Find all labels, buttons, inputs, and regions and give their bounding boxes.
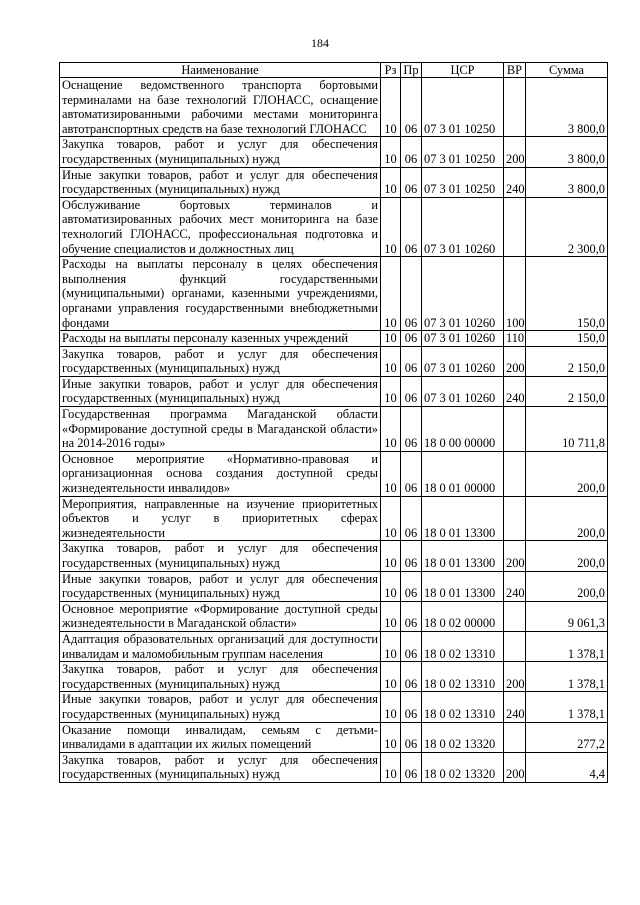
cell-vr: 200 xyxy=(504,346,526,376)
cell-pr: 06 xyxy=(401,722,422,752)
cell-csr: 07 3 01 10260 xyxy=(422,331,504,347)
cell-pr: 06 xyxy=(401,541,422,571)
table-row xyxy=(60,451,608,496)
cell-rz: 10 xyxy=(381,257,401,331)
table-row xyxy=(60,346,608,376)
page-number: 184 xyxy=(311,36,329,50)
table-row xyxy=(60,167,608,197)
cell-pr: 06 xyxy=(401,496,422,541)
cell-pr: 06 xyxy=(401,78,422,137)
cell-csr: 18 0 01 13300 xyxy=(422,541,504,571)
cell-pr: 06 xyxy=(401,662,422,692)
cell-pr: 06 xyxy=(401,137,422,167)
cell-vr xyxy=(504,496,526,541)
cell-sum: 3 800,0 xyxy=(526,137,608,167)
cell-sum: 150,0 xyxy=(526,257,608,331)
cell-name: Государственная программа Магаданской области «Формирование доступной среды в Магаданской области» на 2014-2016 годы» xyxy=(60,407,381,452)
cell-rz: 10 xyxy=(381,662,401,692)
cell-csr: 18 0 02 00000 xyxy=(422,601,504,631)
cell-csr: 18 0 02 13320 xyxy=(422,752,504,782)
table-row xyxy=(60,376,608,406)
cell-name: Обслуживание бортовых терминалов и автоматизированных рабочих мест мониторинга на базе технологий ГЛОНАСС, профессиональная подготовка и обучение специалистов и должностных лиц xyxy=(60,197,381,256)
table-row xyxy=(60,197,608,256)
table-row xyxy=(60,571,608,601)
cell-rz: 10 xyxy=(381,631,401,661)
cell-sum: 200,0 xyxy=(526,541,608,571)
cell-name: Иные закупки товаров, работ и услуг для обеспечения государственных (муниципальных) нужд xyxy=(60,692,381,722)
cell-name: Закупка товаров, работ и услуг для обеспечения государственных (муниципальных) нужд xyxy=(60,137,381,167)
cell-csr: 18 0 02 13310 xyxy=(422,692,504,722)
cell-sum: 200,0 xyxy=(526,451,608,496)
cell-csr: 07 3 01 10250 xyxy=(422,167,504,197)
cell-csr: 18 0 00 00000 xyxy=(422,407,504,452)
table-row xyxy=(60,692,608,722)
cell-sum: 3 800,0 xyxy=(526,78,608,137)
cell-rz: 10 xyxy=(381,346,401,376)
cell-name: Расходы на выплаты персоналу казенных учреждений xyxy=(60,331,381,347)
cell-vr xyxy=(504,601,526,631)
table-row xyxy=(60,722,608,752)
cell-vr: 110 xyxy=(504,331,526,347)
cell-vr xyxy=(504,631,526,661)
cell-pr: 06 xyxy=(401,331,422,347)
cell-csr: 18 0 02 13320 xyxy=(422,722,504,752)
cell-pr: 06 xyxy=(401,257,422,331)
table-row xyxy=(60,137,608,167)
cell-rz: 10 xyxy=(381,571,401,601)
cell-sum: 1 378,1 xyxy=(526,662,608,692)
table-header-row xyxy=(60,63,608,78)
cell-csr: 18 0 02 13310 xyxy=(422,662,504,692)
cell-vr: 240 xyxy=(504,571,526,601)
cell-name: Закупка товаров, работ и услуг для обеспечения государственных (муниципальных) нужд xyxy=(60,752,381,782)
cell-name: Закупка товаров, работ и услуг для обеспечения государственных (муниципальных) нужд xyxy=(60,346,381,376)
cell-pr: 06 xyxy=(401,197,422,256)
cell-pr: 06 xyxy=(401,601,422,631)
cell-vr xyxy=(504,451,526,496)
cell-sum: 2 300,0 xyxy=(526,197,608,256)
cell-name: Оказание помощи инвалидам, семьям с детьми-инвалидами в адаптации их жилых помещений xyxy=(60,722,381,752)
cell-rz: 10 xyxy=(381,78,401,137)
cell-csr: 07 3 01 10260 xyxy=(422,376,504,406)
cell-name: Закупка товаров, работ и услуг для обеспечения государственных (муниципальных) нужд xyxy=(60,541,381,571)
cell-sum: 4,4 xyxy=(526,752,608,782)
cell-csr: 18 0 01 13300 xyxy=(422,571,504,601)
cell-vr: 100 xyxy=(504,257,526,331)
cell-sum: 10 711,8 xyxy=(526,407,608,452)
cell-name: Адаптация образовательных организаций для доступности инвалидам и маломобильным группам населения xyxy=(60,631,381,661)
cell-name: Иные закупки товаров, работ и услуг для обеспечения государственных (муниципальных) нужд xyxy=(60,376,381,406)
column-header-pr: Пр xyxy=(401,63,422,78)
cell-name: Иные закупки товаров, работ и услуг для обеспечения государственных (муниципальных) нужд xyxy=(60,167,381,197)
cell-sum: 150,0 xyxy=(526,331,608,347)
table-row xyxy=(60,78,608,137)
column-header-csr: ЦСР xyxy=(422,63,504,78)
table-row xyxy=(60,752,608,782)
budget-table xyxy=(59,62,608,783)
cell-rz: 10 xyxy=(381,496,401,541)
table-row xyxy=(60,631,608,661)
cell-pr: 06 xyxy=(401,692,422,722)
table-row xyxy=(60,331,608,347)
cell-vr: 200 xyxy=(504,137,526,167)
cell-sum: 2 150,0 xyxy=(526,346,608,376)
cell-name: Расходы на выплаты персоналу в целях обеспечения выполнения функций государственными (муниципальными) органами, казенными учреждениями, органами управления государственными внебюджетными фондами xyxy=(60,257,381,331)
cell-sum: 277,2 xyxy=(526,722,608,752)
cell-rz: 10 xyxy=(381,541,401,571)
table-row xyxy=(60,496,608,541)
cell-sum: 2 150,0 xyxy=(526,376,608,406)
cell-name: Иные закупки товаров, работ и услуг для обеспечения государственных (муниципальных) нужд xyxy=(60,571,381,601)
cell-name: Основное мероприятие «Нормативно-правовая и организационная основа создания доступной среды жизнедеятельности инвалидов» xyxy=(60,451,381,496)
cell-rz: 10 xyxy=(381,722,401,752)
column-header-rz: Рз xyxy=(381,63,401,78)
cell-csr: 18 0 02 13310 xyxy=(422,631,504,661)
cell-vr: 200 xyxy=(504,752,526,782)
cell-csr: 18 0 01 13300 xyxy=(422,496,504,541)
cell-rz: 10 xyxy=(381,167,401,197)
cell-name: Мероприятия, направленные на изучение приоритетных объектов и услуг в приоритетных сферах жизнедеятельности xyxy=(60,496,381,541)
table-row xyxy=(60,541,608,571)
cell-sum: 1 378,1 xyxy=(526,692,608,722)
cell-rz: 10 xyxy=(381,601,401,631)
cell-name: Основное мероприятие «Формирование доступной среды жизнедеятельности в Магаданской области» xyxy=(60,601,381,631)
table-row xyxy=(60,407,608,452)
cell-csr: 07 3 01 10250 xyxy=(422,78,504,137)
cell-rz: 10 xyxy=(381,197,401,256)
cell-vr xyxy=(504,197,526,256)
table-row xyxy=(60,257,608,331)
cell-rz: 10 xyxy=(381,331,401,347)
cell-vr xyxy=(504,407,526,452)
cell-csr: 18 0 01 00000 xyxy=(422,451,504,496)
cell-csr: 07 3 01 10260 xyxy=(422,197,504,256)
cell-rz: 10 xyxy=(381,376,401,406)
cell-name: Оснащение ведомственного транспорта бортовыми терминалами на базе технологий ГЛОНАСС, оснащение автоматизированными рабочими местами мониторинга автотранспортных средств на базе технологий ГЛОНАСС xyxy=(60,78,381,137)
cell-vr xyxy=(504,722,526,752)
cell-sum: 200,0 xyxy=(526,571,608,601)
cell-pr: 06 xyxy=(401,407,422,452)
cell-pr: 06 xyxy=(401,451,422,496)
table-row xyxy=(60,662,608,692)
cell-rz: 10 xyxy=(381,137,401,167)
cell-sum: 3 800,0 xyxy=(526,167,608,197)
cell-pr: 06 xyxy=(401,571,422,601)
cell-csr: 07 3 01 10260 xyxy=(422,257,504,331)
table-row xyxy=(60,601,608,631)
cell-vr: 200 xyxy=(504,662,526,692)
column-header-vr: ВР xyxy=(504,63,526,78)
cell-pr: 06 xyxy=(401,346,422,376)
cell-name: Закупка товаров, работ и услуг для обеспечения государственных (муниципальных) нужд xyxy=(60,662,381,692)
cell-rz: 10 xyxy=(381,451,401,496)
cell-rz: 10 xyxy=(381,692,401,722)
cell-sum: 9 061,3 xyxy=(526,601,608,631)
cell-pr: 06 xyxy=(401,631,422,661)
cell-pr: 06 xyxy=(401,376,422,406)
cell-csr: 07 3 01 10260 xyxy=(422,346,504,376)
column-header-sum: Сумма xyxy=(526,63,608,78)
cell-sum: 1 378,1 xyxy=(526,631,608,661)
cell-rz: 10 xyxy=(381,407,401,452)
cell-vr: 240 xyxy=(504,167,526,197)
column-header-name: Наименование xyxy=(60,63,381,78)
cell-vr: 200 xyxy=(504,541,526,571)
cell-sum: 200,0 xyxy=(526,496,608,541)
cell-rz: 10 xyxy=(381,752,401,782)
cell-pr: 06 xyxy=(401,167,422,197)
cell-vr: 240 xyxy=(504,692,526,722)
cell-pr: 06 xyxy=(401,752,422,782)
cell-vr: 240 xyxy=(504,376,526,406)
cell-vr xyxy=(504,78,526,137)
cell-csr: 07 3 01 10250 xyxy=(422,137,504,167)
